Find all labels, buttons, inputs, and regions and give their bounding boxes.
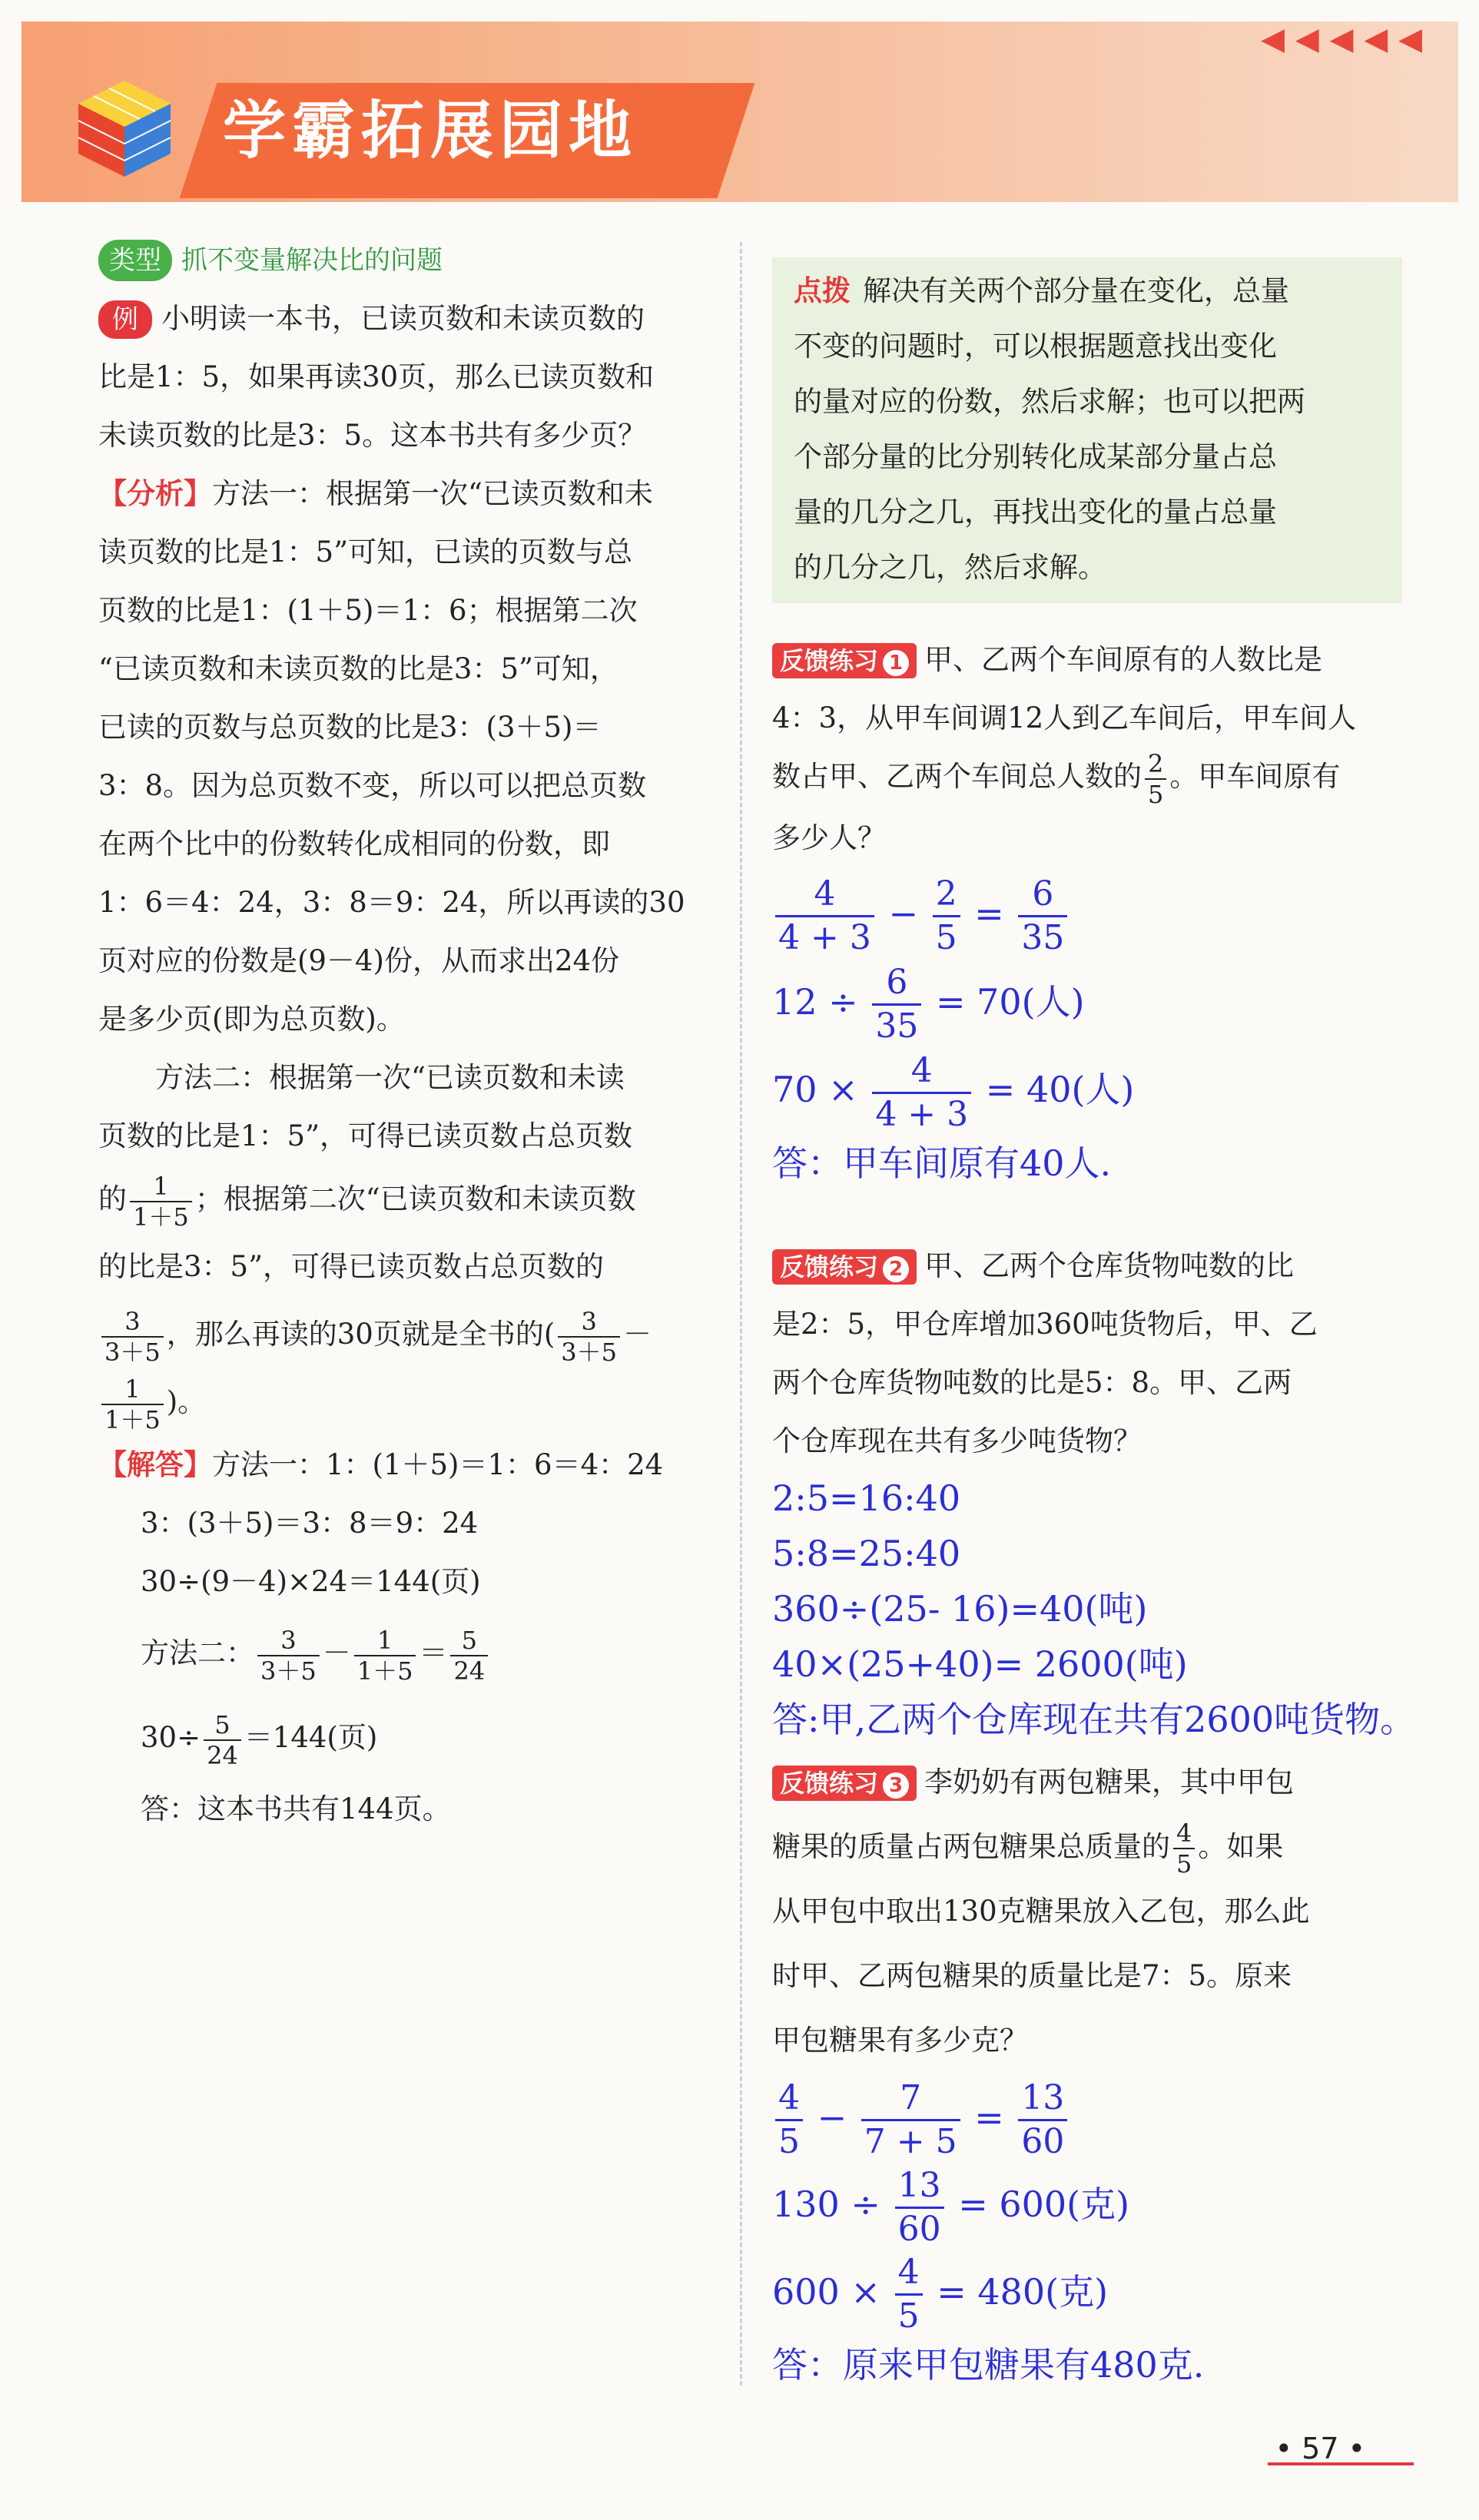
denominator: 1＋5: [356, 1656, 413, 1686]
text-line: 多少人？: [772, 821, 886, 854]
text-line: 。甲车间原有: [1169, 760, 1341, 793]
denominator: 4 + 3: [778, 918, 871, 957]
denominator: 3＋5: [104, 1337, 161, 1367]
hw-line: 360÷(25- 16)=40(吨): [772, 1587, 1148, 1630]
handwritten-answer-3: [772, 2073, 1402, 2393]
analysis-label: 【分析】: [98, 477, 212, 510]
text-line: 3：8。因为总页数不变，所以可以把总页数: [98, 769, 647, 802]
text-line: 两个仓库货物吨数的比是5：8。甲、乙两: [772, 1365, 1292, 1399]
fraction: [354, 1626, 416, 1686]
fraction: [558, 1307, 620, 1367]
hw-line: [772, 2250, 1402, 2338]
text-line: 时甲、乙两包糖果的质量比是7：5。原来: [772, 1958, 1292, 1992]
operator: −: [817, 2096, 847, 2138]
fraction: [895, 2252, 923, 2337]
text-line: 不变的问题时，可以根据题意找出变化: [794, 330, 1277, 363]
text-line: 是2：5，甲仓库增加360吨货物后，甲、乙: [772, 1307, 1318, 1341]
solution-line: 3：(3＋5)＝3：8＝9：24: [141, 1507, 479, 1540]
text-line: 方法一：1：(1＋5)＝1：6＝4：24: [212, 1448, 664, 1481]
feedback-1: [772, 631, 1402, 867]
feedback-3: [772, 1750, 1402, 2073]
text-line: 量的几分之几，再找出变化的量占总量: [794, 496, 1277, 529]
numerator: 4: [775, 2077, 803, 2121]
hw-line: [772, 867, 1402, 960]
denominator: 3＋5: [260, 1656, 317, 1686]
example-problem: [98, 290, 713, 465]
text-line: 1：6＝4：24，3：8＝9：24，所以再读的30: [98, 886, 685, 919]
solution-label: 【解答】: [98, 1448, 212, 1481]
numerator: 3: [558, 1307, 620, 1338]
numerator: 13: [1018, 2077, 1067, 2121]
fraction: [933, 874, 960, 959]
text-line: ＝144(页): [244, 1721, 378, 1754]
text-line: 从甲包中取出130克糖果放入乙包，那么此: [772, 1894, 1310, 1928]
cube-icon: [71, 73, 178, 181]
text-line: 70 ×: [772, 1069, 858, 1110]
text-line: ＝: [419, 1636, 448, 1670]
denominator: 24: [207, 1740, 238, 1770]
method-two: [98, 1049, 713, 1166]
text-line: 的比是3：5”，可得已读页数占总页数的: [98, 1250, 604, 1283]
page-number: • 57 •: [1275, 2432, 1365, 2465]
text-line: 是多少页(即为总页数)。: [98, 1003, 405, 1036]
text-line: = 70(人): [935, 980, 1085, 1023]
text-line: 小明读一本书，已读页数和未读页数的: [161, 302, 645, 335]
text-line: = 40(人): [985, 1069, 1135, 1110]
decoration-arrows: ◀◀◀◀◀: [1261, 22, 1433, 57]
feedback-tag: [772, 1249, 917, 1285]
solution-answer: 答：这本书共有144页。: [141, 1792, 451, 1825]
denominator: 24: [453, 1656, 486, 1686]
fraction: [204, 1710, 241, 1770]
feedback-2: [772, 1237, 1402, 1471]
fraction: [101, 1307, 164, 1367]
text-line: = 480(克): [937, 2270, 1109, 2313]
text-line: 甲包糖果有多少克？: [772, 2023, 1028, 2057]
hw-answer: 答：原来甲包糖果有480克.: [772, 2344, 1205, 2386]
text-line: 方法二：: [141, 1636, 254, 1670]
denominator: 5: [935, 918, 957, 957]
denominator: 3＋5: [561, 1337, 617, 1367]
feedback-tag: [772, 1766, 917, 1801]
text-line: －: [322, 1636, 351, 1670]
denominator: 5: [897, 2296, 920, 2336]
denominator: 60: [1021, 2122, 1065, 2161]
text-line: 。如果: [1198, 1829, 1284, 1863]
denominator: 7 + 5: [864, 2122, 957, 2161]
handwritten-answer-2: [772, 1471, 1416, 1747]
solution: [98, 1436, 713, 1494]
fraction: [872, 962, 921, 1047]
type-tag: 类型: [98, 240, 172, 281]
numerator: 4: [1173, 1819, 1195, 1849]
fraction: [895, 2165, 944, 2250]
analysis: [98, 465, 713, 1049]
fraction: [775, 2077, 803, 2163]
text-line: ；根据第二次“已读页数和未读页数: [194, 1182, 636, 1215]
text-line: 糖果的质量占两包糖果总质量的: [772, 1829, 1170, 1863]
denominator: 5: [1148, 779, 1164, 809]
text-line: 个部分量的比分别转化成某部分量占总: [794, 440, 1277, 473]
feedback-number: 3: [883, 1772, 909, 1799]
operator: −: [888, 892, 918, 934]
denominator: 1＋5: [133, 1202, 189, 1232]
tip-label: 点拨: [794, 274, 851, 307]
solution-line: [98, 1696, 713, 1780]
denominator: 35: [1021, 918, 1065, 957]
text-line: 在两个比中的份数转化成相同的份数，即: [98, 827, 610, 860]
example-tag: 例: [98, 300, 152, 339]
numerator: 7: [861, 2077, 960, 2121]
page-number-underline: [1268, 2462, 1414, 2465]
hw-line: [772, 2073, 1402, 2164]
text-line: 数占甲、乙两个车间总人数的: [772, 760, 1142, 793]
fraction: [1145, 749, 1166, 809]
fraction: [101, 1374, 164, 1434]
hw-line: 5:8=25:40: [772, 1532, 961, 1574]
numerator: 2: [933, 874, 960, 917]
denominator: 60: [897, 2209, 941, 2249]
feedback-tag: [772, 643, 917, 678]
hw-line: [772, 960, 1402, 1048]
hw-line: [772, 2163, 1402, 2250]
type-heading: [98, 230, 713, 290]
text-line: 方法一：根据第一次“已读页数和未: [212, 477, 653, 510]
numerator: 1: [101, 1374, 164, 1405]
numerator: 5: [204, 1710, 241, 1741]
text-line: 甲、乙两个车间原有的人数比是: [924, 643, 1323, 676]
numerator: 5: [450, 1626, 488, 1656]
fraction: [872, 1050, 971, 1136]
method-two-cont: [98, 1166, 713, 1436]
fraction: [1018, 2077, 1067, 2163]
fraction: [861, 2077, 960, 2163]
feedback-label: 反馈练习: [780, 1252, 879, 1282]
fraction: [450, 1626, 488, 1686]
text-line: 读页数的比是1：5”可知，已读的页数与总: [98, 536, 632, 569]
numerator: 4: [872, 1050, 971, 1094]
text-line: 12 ÷: [772, 980, 858, 1023]
feedback-number: 1: [883, 650, 909, 676]
text-line: “已读页数和未读页数的比是3：5”可知，: [98, 652, 618, 685]
operator: =: [974, 2096, 1004, 2138]
numerator: 3: [257, 1626, 320, 1656]
feedback-label: 反馈练习: [780, 646, 879, 675]
numerator: 4: [895, 2252, 923, 2296]
solution-line: [98, 1611, 713, 1696]
text-line: 解决有关两个部分量在变化，总量: [863, 274, 1289, 307]
text-line: 页数的比是1：(1＋5)＝1：6；根据第二次: [98, 594, 638, 627]
text-line: 600 ×: [772, 2270, 880, 2313]
text-line: 的几分之几，然后求解。: [794, 551, 1106, 584]
fraction: [1173, 1819, 1195, 1878]
text-line: 页对应的份数是(9－4)份，从而求出24份: [98, 944, 620, 977]
left-column: [98, 230, 713, 1839]
column-divider: [740, 242, 742, 2386]
feedback-number: 2: [883, 1256, 909, 1282]
page-title: 学霸拓展园地: [223, 94, 638, 167]
text-line: 已读的页数与总页数的比是3：(3＋5)＝: [98, 711, 602, 744]
fraction: [130, 1172, 192, 1232]
denominator: 1＋5: [104, 1404, 161, 1434]
right-column: [772, 257, 1416, 2392]
text-line: 30÷: [141, 1721, 201, 1754]
numerator: 4: [775, 874, 874, 917]
numerator: 3: [101, 1307, 164, 1338]
text-line: )。: [166, 1385, 207, 1418]
denominator: 5: [1176, 1849, 1192, 1878]
hw-answer: 答:甲,乙两个仓库现在共有2600吨货物。: [772, 1698, 1416, 1740]
text-line: 页数的比是1：5”，可得已读页数占总页数: [98, 1119, 632, 1152]
text-line: 130 ÷: [772, 2183, 880, 2225]
type-text: 抓不变量解决比的问题: [181, 245, 443, 276]
hw-line: 40×(25+40)= 2600(吨): [772, 1643, 1188, 1685]
text-line: 的: [98, 1182, 127, 1215]
text-line: ，那么再读的30页就是全书的(: [166, 1318, 555, 1351]
solution-line: 30÷(9－4)×24＝144(页): [141, 1565, 481, 1598]
fraction: [257, 1626, 320, 1686]
denominator: 4 + 3: [875, 1094, 969, 1134]
hw-line: 2:5=16:40: [772, 1477, 961, 1519]
denominator: 35: [875, 1006, 919, 1046]
numerator: 1: [130, 1172, 192, 1202]
operator: =: [974, 892, 1004, 934]
numerator: 6: [1018, 874, 1067, 917]
text-line: －: [622, 1318, 652, 1351]
handwritten-answer-1: [772, 867, 1402, 1191]
text-line: 未读页数的比是3：5。这本书共有多少页？: [98, 419, 647, 452]
text-line: 个仓库现在共有多少吨货物？: [772, 1424, 1142, 1457]
text-line: 比是1：5，如果再读30页，那么已读页数和: [98, 360, 655, 393]
hw-line: [772, 1047, 1402, 1136]
text-line: 4：3，从甲车间调12人到乙车间后，甲车间人: [772, 701, 1357, 734]
fraction: [1018, 874, 1067, 959]
hw-answer: 答：甲车间原有40人.: [772, 1142, 1112, 1184]
numerator: 6: [872, 962, 921, 1006]
numerator: 1: [354, 1626, 416, 1656]
numerator: 13: [895, 2165, 944, 2209]
text-line: 的量对应的份数，然后求解；也可以把两: [794, 385, 1305, 418]
numerator: 2: [1145, 749, 1166, 780]
text-line: 方法二：根据第一次“已读页数和未读: [155, 1061, 625, 1094]
text-line: 李奶奶有两包糖果，其中甲包: [924, 1765, 1295, 1799]
feedback-label: 反馈练习: [780, 1768, 879, 1798]
denominator: 5: [778, 2122, 800, 2161]
text-line: = 600(克): [958, 2183, 1130, 2225]
text-line: 甲、乙两个仓库货物吨数的比: [924, 1248, 1295, 1282]
tip-box: [772, 257, 1402, 603]
fraction: [775, 874, 874, 959]
